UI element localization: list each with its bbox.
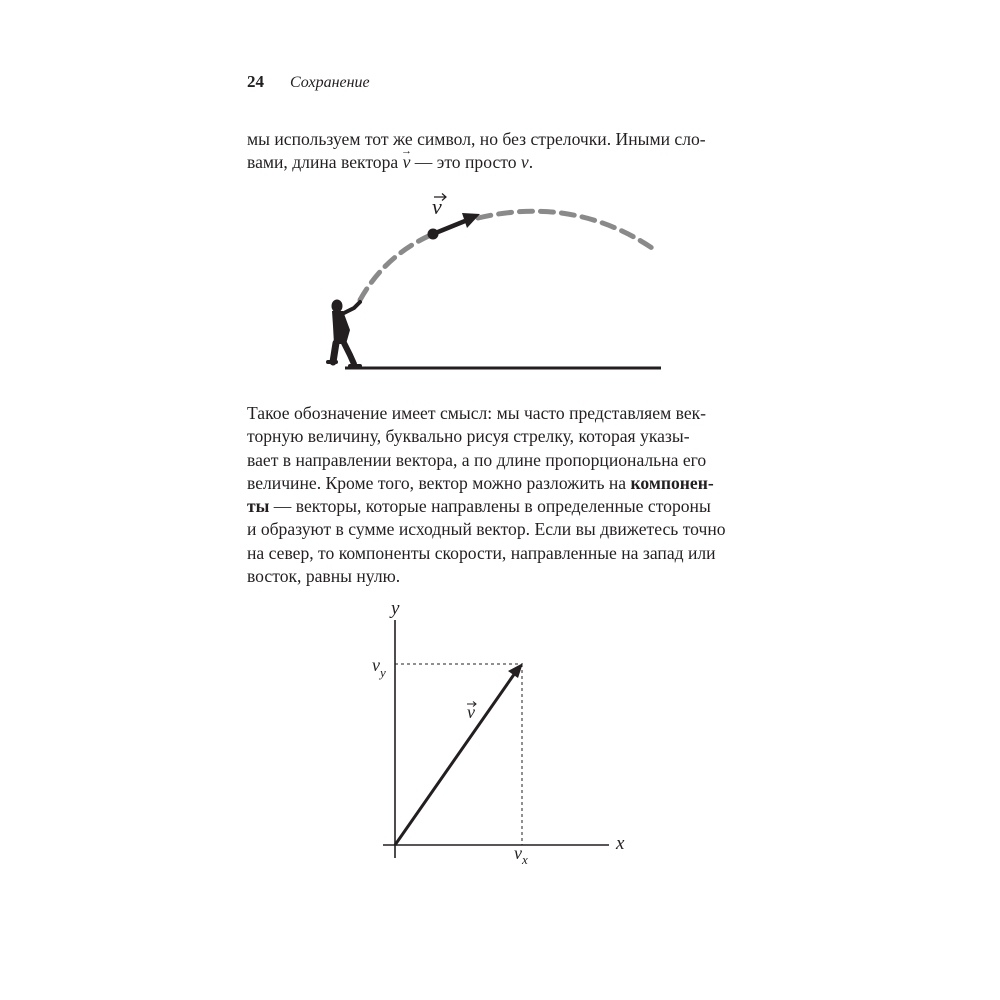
vx-subscript: x [522,852,528,867]
vector-v-symbol: → v [403,151,411,174]
paragraph-2 [247,402,753,588]
vx-main: v [514,843,522,863]
paragraph-2-line-8: восток, равны нулю. [247,566,401,587]
paragraph-2-line-1: Такое обозначение имеет смысл: мы часто представляем век- [247,403,707,423]
y-axis-label: y [391,598,400,619]
term-components-end: ты [247,496,270,517]
vy-main: v [372,655,380,675]
paragraph-2-line-4 [247,472,753,495]
text-run: . [528,152,534,173]
text-run: — векторы, которые направлены в определенные стороны [269,496,711,517]
vector-v-label: v [467,702,475,722]
v-symbol: v [520,152,529,173]
x-axis-label: x [616,833,625,854]
vx-label [514,843,528,867]
vector-v [395,673,515,845]
velocity-arrow [433,221,465,234]
paragraph-2-line-7: на север, то компоненты скорости, направленные на запад или [247,542,716,563]
trajectory-dashed-curve [478,211,655,250]
thrower-figure [0,0,1000,400]
page-number: 24 [247,72,264,91]
running-title: Сохранение [290,74,370,91]
thrower-silhouette [328,300,360,367]
vector-components-diagram [0,590,1000,890]
paragraph-2-line-3: вает в направлении вектора, а по длине пропорциональна его [247,449,707,470]
trajectory-dashed-curve [360,234,433,300]
paragraph-2-line-5 [247,495,753,518]
paragraph-2-line-2: торную величину, буквально рисуя стрелку, которая указы- [247,426,690,447]
velocity-label: v [432,194,442,219]
paragraph-2-line-6: и образуют в сумме исходный вектор. Если вы движетесь точно [247,519,726,540]
text-run: вами, длина вектора [247,152,403,173]
text-run: — это просто [410,152,521,173]
term-components: компонен- [630,472,714,493]
velocity-arrow-head [462,213,480,228]
paragraph-1-line-1: мы используем тот же символ, но без стрелочки. Иными сло- [247,129,706,149]
vy-label [372,655,386,680]
text-run: величине. Кроме того, вектор можно разложить на [247,472,631,493]
vy-subscript: y [380,665,386,680]
vector-v-head [508,663,523,678]
